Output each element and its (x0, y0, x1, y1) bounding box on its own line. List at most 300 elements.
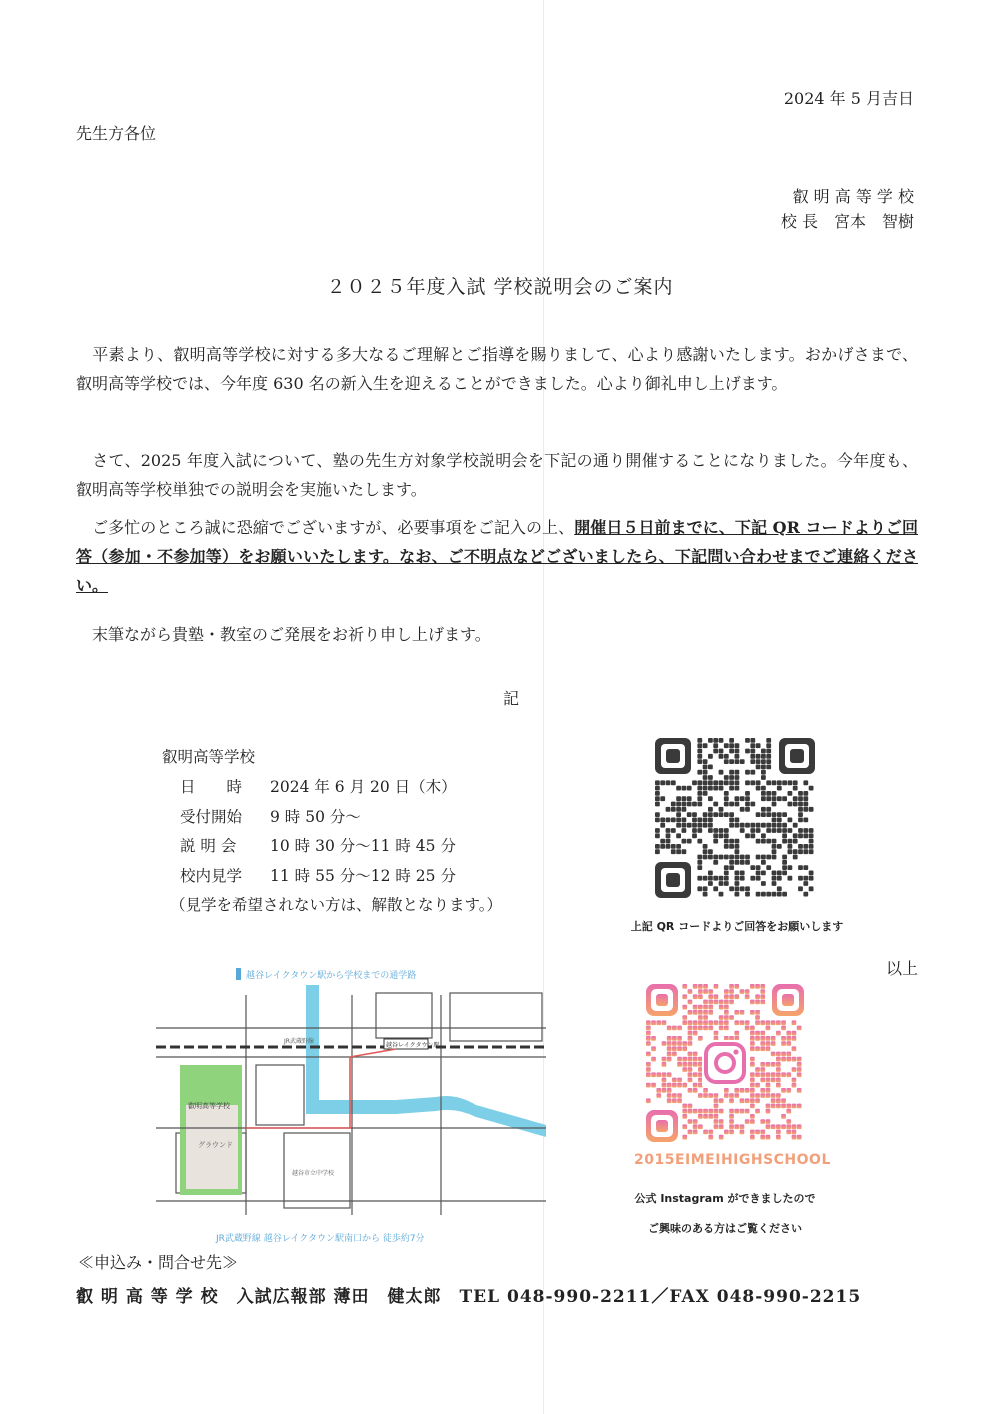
qr-module (667, 1057, 672, 1062)
qr-module (776, 1124, 781, 1129)
qr-module (781, 1114, 786, 1119)
qr-module (655, 828, 660, 833)
qr-module (713, 833, 718, 838)
qr-module (646, 1026, 651, 1031)
qr-module (672, 1026, 677, 1031)
instagram-caption-2: ご興味のある方はご覧ください (648, 1222, 802, 1235)
qr-module (688, 1109, 693, 1114)
qr-module (782, 865, 787, 870)
qr-module (698, 1026, 703, 1031)
qr-module (688, 1057, 693, 1062)
qr-module (676, 849, 681, 854)
qr-module (697, 743, 702, 748)
qr-module (750, 1031, 755, 1036)
qr-module (651, 1072, 656, 1077)
qr-module (697, 839, 702, 844)
qr-module (662, 1041, 667, 1046)
qr-module (766, 791, 771, 796)
qr-module (776, 1083, 781, 1088)
qr-module (724, 1088, 729, 1093)
qr-module (714, 1114, 719, 1119)
qr-caption: 上記 QR コードよりご回答をお願いします (630, 920, 844, 933)
qr-module (682, 984, 687, 989)
qr-module (671, 807, 676, 812)
instagram-qr-code-graphic (646, 984, 804, 1142)
qr-module (797, 1135, 802, 1140)
qr-module (676, 823, 681, 828)
qr-module (729, 775, 734, 780)
qr-module (797, 1062, 802, 1067)
qr-module (724, 759, 729, 764)
qr-module (809, 876, 814, 881)
qr-module (729, 770, 734, 775)
qr-module (777, 786, 782, 791)
qr-module (708, 738, 713, 743)
qr-module (714, 1000, 719, 1005)
qr-module (667, 1083, 672, 1088)
qr-module (651, 1020, 656, 1025)
qr-module (803, 892, 808, 897)
event-row-value: 9 時 50 分～ (270, 807, 361, 826)
qr-module (729, 823, 734, 828)
qr-module (724, 844, 729, 849)
qr-module (672, 1078, 677, 1083)
qr-module (756, 823, 761, 828)
qr-module (782, 828, 787, 833)
qr-module (698, 1057, 703, 1062)
qr-module (729, 780, 734, 785)
qr-module (766, 754, 771, 759)
qr-module (708, 876, 713, 881)
qr-module (713, 738, 718, 743)
qr-module (708, 828, 713, 833)
qr-module (693, 1124, 698, 1129)
event-row-label: 説 明 会 (180, 837, 237, 855)
qr-module (703, 989, 708, 994)
qr-module (729, 839, 734, 844)
instagram-qr-code[interactable] (646, 984, 804, 1142)
event-row-label: 校内見学 (180, 866, 243, 885)
qr-module (667, 1093, 672, 1098)
qr-module (646, 1031, 651, 1036)
qr-module (682, 1057, 687, 1062)
qr-module (798, 796, 803, 801)
qr-module (713, 828, 718, 833)
qr-module (792, 1135, 797, 1140)
qr-module (703, 892, 708, 897)
qr-module (708, 754, 713, 759)
qr-module (729, 786, 734, 791)
qr-module (703, 759, 708, 764)
qr-module (750, 802, 755, 807)
qr-module (793, 855, 798, 860)
qr-module (792, 1046, 797, 1051)
qr-module (719, 892, 724, 897)
qr-module (792, 1124, 797, 1129)
qr-module (792, 1036, 797, 1041)
qr-module (734, 1088, 739, 1093)
qr-module (766, 1020, 771, 1025)
event-row-briefing (162, 834, 502, 864)
qr-module (760, 1130, 765, 1135)
qr-module (735, 849, 740, 854)
qr-module (662, 1020, 667, 1025)
event-row-date (162, 775, 502, 805)
qr-module (703, 886, 708, 891)
qr-module (750, 1062, 755, 1067)
qr-module (682, 1015, 687, 1020)
qr-module (750, 1057, 755, 1062)
qr-module (724, 775, 729, 780)
qr-module (766, 1124, 771, 1129)
qr-module (777, 828, 782, 833)
qr-module (771, 1124, 776, 1129)
qr-module (656, 1093, 661, 1098)
qr-module (698, 984, 703, 989)
qr-module (771, 1020, 776, 1025)
qr-module (772, 802, 777, 807)
qr-module (750, 770, 755, 775)
qr-module (703, 1005, 708, 1010)
qr-module (760, 984, 765, 989)
qr-module (655, 844, 660, 849)
qr-module (693, 1020, 698, 1025)
qr-module (803, 876, 808, 881)
qr-module (682, 823, 687, 828)
qr-module (698, 1114, 703, 1119)
qr-module (703, 1114, 708, 1119)
qr-module (782, 860, 787, 865)
qr-module (677, 1083, 682, 1088)
qr-module (708, 849, 713, 854)
qr-module (672, 1046, 677, 1051)
qr-module (797, 1124, 802, 1129)
qr-module (703, 1010, 708, 1015)
qr-module (729, 812, 734, 817)
qr-module (724, 812, 729, 817)
qr-module (677, 1093, 682, 1098)
qr-module (724, 1093, 729, 1098)
qr-module (682, 1062, 687, 1067)
qr-module (750, 1078, 755, 1083)
qr-module (671, 828, 676, 833)
qr-module (697, 823, 702, 828)
qr-module (750, 1114, 755, 1119)
qr-module (708, 1026, 713, 1031)
qr-module (698, 989, 703, 994)
qr-module (735, 802, 740, 807)
qr-module (646, 1052, 651, 1057)
qr-module (708, 812, 713, 817)
qr-module (672, 1036, 677, 1041)
qr-module (719, 1000, 724, 1005)
qr-module (740, 1020, 745, 1025)
qr-module (760, 1088, 765, 1093)
qr-module (782, 833, 787, 838)
qr-module (687, 802, 692, 807)
qr-module (809, 786, 814, 791)
qr-module (697, 796, 702, 801)
qr-module (693, 1062, 698, 1067)
qr-module (745, 989, 750, 994)
map-title-marker (236, 968, 241, 980)
addressee: 先生方各位 (76, 124, 157, 143)
qr-module (750, 1036, 755, 1041)
qr-module (708, 881, 713, 886)
qr-module (719, 828, 724, 833)
qr-module (761, 765, 766, 770)
qr-module (692, 818, 697, 823)
qr-module (798, 849, 803, 854)
qr-module (766, 796, 771, 801)
qr-module (750, 984, 755, 989)
qr-module (745, 860, 750, 865)
qr-module (646, 1072, 651, 1077)
qr-module (672, 1083, 677, 1088)
qr-module (803, 807, 808, 812)
qr-module (735, 860, 740, 865)
qr-module (719, 1098, 724, 1103)
qr-module (793, 833, 798, 838)
event-row-tour (162, 864, 502, 894)
qr-module (666, 780, 671, 785)
qr-module (724, 828, 729, 833)
qr-module (693, 1057, 698, 1062)
qr-module (708, 989, 713, 994)
qr-module (735, 796, 740, 801)
qr-module (692, 828, 697, 833)
qr-module (803, 828, 808, 833)
qr-module (745, 738, 750, 743)
qr-module (724, 796, 729, 801)
qr-module (788, 839, 793, 844)
qr-module (724, 865, 729, 870)
qr-module (671, 802, 676, 807)
qr-module (786, 1109, 791, 1114)
qr-module (750, 1104, 755, 1109)
qr-module (766, 780, 771, 785)
qr-module (660, 796, 665, 801)
qr-module (777, 818, 782, 823)
qr-module (781, 1072, 786, 1077)
qr-module (740, 886, 745, 891)
qr-module (793, 796, 798, 801)
qr-module (740, 823, 745, 828)
qr-module (766, 1093, 771, 1098)
qr-module (697, 886, 702, 891)
qr-module (745, 807, 750, 812)
qr-module (682, 802, 687, 807)
qr-module (672, 1041, 677, 1046)
qr-module (735, 839, 740, 844)
qr-module (761, 833, 766, 838)
qr-module (724, 1026, 729, 1031)
qr-module (782, 892, 787, 897)
map-station-label: 越谷レイクタウン駅 (386, 1042, 440, 1049)
qr-module (755, 1010, 760, 1015)
qr-module (750, 1026, 755, 1031)
ijo-closing: 以上 (885, 959, 918, 978)
qr-module (798, 807, 803, 812)
qr-module (666, 833, 671, 838)
qr-module (713, 860, 718, 865)
qr-module (667, 1026, 672, 1031)
qr-module (761, 860, 766, 865)
rsvp-qr-code[interactable] (655, 738, 815, 898)
qr-module (761, 749, 766, 754)
qr-module (740, 876, 745, 881)
qr-module (750, 865, 755, 870)
qr-module (782, 780, 787, 785)
qr-module (682, 1046, 687, 1051)
qr-module (671, 844, 676, 849)
qr-module (719, 780, 724, 785)
qr-module (714, 1031, 719, 1036)
qr-module (782, 839, 787, 844)
qr-module (724, 1005, 729, 1010)
qr-module (708, 855, 713, 860)
qr-module (688, 1062, 693, 1067)
qr-module (687, 796, 692, 801)
qr-module (671, 818, 676, 823)
qr-module (766, 1119, 771, 1124)
event-details (162, 745, 502, 915)
qr-module (803, 833, 808, 838)
qr-module (719, 1119, 724, 1124)
qr-module (724, 871, 729, 876)
qr-module (766, 765, 771, 770)
qr-module (729, 865, 734, 870)
qr-module (760, 1000, 765, 1005)
qr-module (755, 1015, 760, 1020)
qr-module (697, 759, 702, 764)
qr-module (703, 849, 708, 854)
qr-module (734, 1031, 739, 1036)
qr-module (646, 1020, 651, 1025)
qr-module (766, 1109, 771, 1114)
qr-module (756, 892, 761, 897)
qr-module (766, 743, 771, 748)
qr-module (797, 1072, 802, 1077)
qr-module (729, 994, 734, 999)
qr-module (698, 1062, 703, 1067)
document-title: ２０２５年度入試 学校説明会のご案内 (326, 276, 674, 298)
qr-module (724, 1036, 729, 1041)
qr-module (755, 1036, 760, 1041)
qr-module (676, 844, 681, 849)
qr-module (697, 802, 702, 807)
qr-module (755, 1130, 760, 1135)
qr-module (729, 886, 734, 891)
qr-module (667, 1052, 672, 1057)
qr-module (776, 1031, 781, 1036)
qr-module (745, 749, 750, 754)
qr-module (782, 855, 787, 860)
qr-module (781, 1098, 786, 1103)
qr-module (745, 1088, 750, 1093)
qr-module (776, 1078, 781, 1083)
body-paragraph-4: 末筆ながら貴塾・教室のご発展をお祈り申し上げます。 (76, 625, 491, 644)
qr-module (698, 1083, 703, 1088)
qr-module (666, 844, 671, 849)
qr-module (745, 791, 750, 796)
qr-module (803, 881, 808, 886)
qr-module (724, 1130, 729, 1135)
qr-module (755, 1093, 760, 1098)
qr-module (776, 1130, 781, 1135)
qr-module (777, 876, 782, 881)
map-ground-label: グラウンド (198, 1141, 233, 1149)
qr-module (692, 802, 697, 807)
qr-module (761, 775, 766, 780)
qr-module (797, 1057, 802, 1062)
qr-module (740, 796, 745, 801)
qr-module (703, 770, 708, 775)
qr-module (809, 807, 814, 812)
qr-module (745, 796, 750, 801)
qr-module (667, 1036, 672, 1041)
qr-module (697, 855, 702, 860)
body-paragraph-3 (76, 513, 918, 600)
qr-module (792, 1104, 797, 1109)
qr-module (735, 823, 740, 828)
qr-module (766, 865, 771, 870)
instagram-handle[interactable]: 2015EIMEIHIGHSCHOOL (634, 1152, 831, 1168)
qr-module (772, 796, 777, 801)
qr-module (729, 989, 734, 994)
qr-module (750, 1098, 755, 1103)
qr-module (677, 1036, 682, 1041)
qr-module (724, 833, 729, 838)
event-row-label: 日 時 (180, 778, 243, 796)
qr-module (713, 749, 718, 754)
qr-module (797, 1026, 802, 1031)
qr-module (703, 765, 708, 770)
sender-block (781, 184, 914, 234)
qr-module (682, 849, 687, 854)
qr-module (688, 1036, 693, 1041)
qr-module (750, 754, 755, 759)
qr-module (719, 1135, 724, 1140)
qr-module (766, 759, 771, 764)
qr-module (729, 984, 734, 989)
qr-module (703, 855, 708, 860)
qr-module (672, 1093, 677, 1098)
qr-module (792, 1057, 797, 1062)
qr-module (750, 1000, 755, 1005)
qr-module (698, 1093, 703, 1098)
qr-module (687, 786, 692, 791)
qr-module (687, 823, 692, 828)
qr-module (755, 984, 760, 989)
qr-module (788, 865, 793, 870)
qr-module (713, 855, 718, 860)
qr-module (772, 828, 777, 833)
qr-module (771, 1104, 776, 1109)
qr-module (745, 802, 750, 807)
qr-module (655, 780, 660, 785)
qr-module (750, 1130, 755, 1135)
qr-module (676, 807, 681, 812)
qr-module (724, 791, 729, 796)
qr-module (793, 849, 798, 854)
qr-module (708, 1114, 713, 1119)
qr-module (729, 738, 734, 743)
route-map (156, 965, 546, 1250)
qr-module (666, 807, 671, 812)
qr-module (688, 1020, 693, 1025)
qr-module (771, 1098, 776, 1103)
